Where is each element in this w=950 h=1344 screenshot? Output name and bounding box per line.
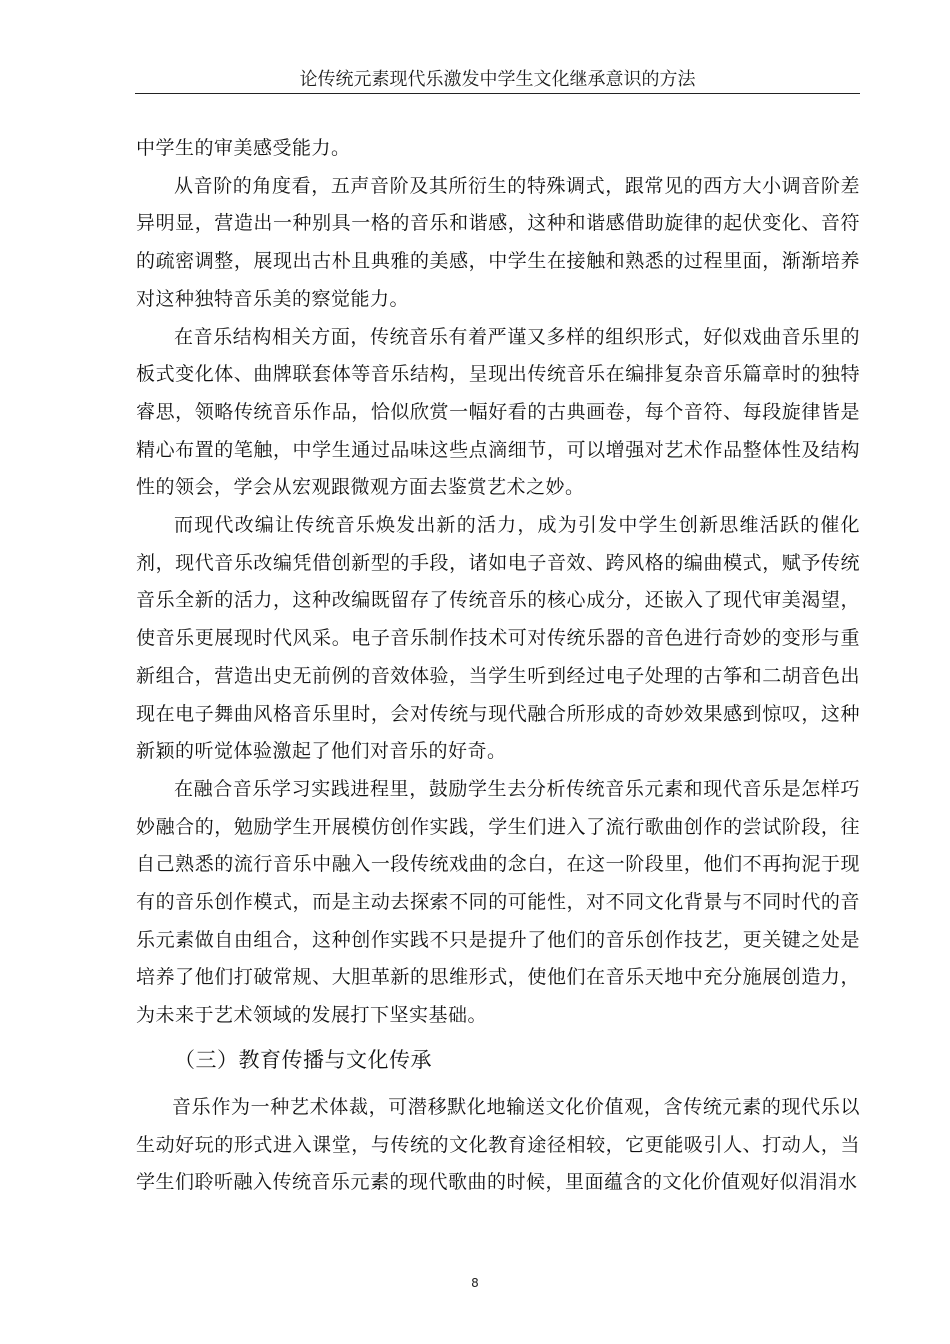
paragraph-modern-adaptation: 而现代改编让传统音乐焕发出新的活力，成为引发中学生创新思维活跃的催化剂，现代音乐改编凭借创新型的手段，诸如电子音效、跨风格的编曲模式，赋予传统音乐全新的活力，这种改编既留存了传统音乐的核心成分，还嵌入了现代审美渴望，使音乐更展现时代风采。电子音乐制作技术可对传统乐器的音色进行奇妙的变形与重新组合，营造出史无前例的音效体验，当学生听到经过电子处理的古筝和二胡音色出现在电子舞曲风格音乐里时，会对传统与现代融合所形成的奇妙效果感到惊叹，这种新颖的听觉体验激起了他们对音乐的好奇。 <box>136 514 860 763</box>
header-divider <box>135 93 860 94</box>
paragraph-continued: 中学生的审美感受能力。 <box>136 137 351 159</box>
paragraph-scales: 从音阶的角度看，五声音阶及其所衍生的特殊调式，跟常见的西方大小调音阶差异明显，营造出一种别具一格的音乐和谐感，这种和谐感借助旋律的起伏变化、音符的疏密调整，展现出古朴且典雅的美感，中学生在接触和熟悉的过程里面，渐渐培养对这种独特音乐美的察觉能力。 <box>136 174 860 310</box>
body-text <box>136 130 860 1202</box>
paragraph-structure: 在音乐结构相关方面，传统音乐有着严谨又多样的组织形式，好似戏曲音乐里的板式变化体、曲牌联套体等音乐结构，呈现出传统音乐在编排复杂音乐篇章时的独特睿思，领略传统音乐作品，恰似欣赏一幅好看的古典画卷，每个音符、每段旋律皆是精心布置的笔触，中学生通过品味这些点滴细节，可以增强对艺术作品整体性及结构性的领会，学会从宏观跟微观方面去鉴赏艺术之妙。 <box>136 325 860 499</box>
page-number: 8 <box>471 1276 479 1290</box>
paragraph-education: 音乐作为一种艺术体裁，可潜移默化地输送文化价值观，含传统元素的现代乐以生动好玩的形式进入课堂，与传统的文化教育途径相较，它更能吸引人、打动人，当学生们聆听融入传统音乐元素的现代歌曲的时候，里面蕴含的文化价值观好似涓涓水 <box>136 1095 860 1194</box>
running-header: 论传统元素现代乐激发中学生文化继承意识的方法 <box>299 69 696 90</box>
section-heading: （三）教育传播与文化传承 <box>174 1047 432 1072</box>
paragraph-practice: 在融合音乐学习实践进程里，鼓励学生去分析传统音乐元素和现代音乐是怎样巧妙融合的，勉励学生开展模仿创作实践，学生们进入了流行歌曲创作的尝试阶段，往自己熟悉的流行音乐中融入一段传统戏曲的念白，在这一阶段里，他们不再拘泥于现有的音乐创作模式，而是主动去探索不同的可能性，对不同文化背景与不同时代的音乐元素做自由组合，这种创作实践不只是提升了他们的音乐创作技艺，更关键之处是培养了他们打破常规、大胆革新的思维形式，使他们在音乐天地中充分施展创造力，为未来于艺术领域的发展打下坚实基础。 <box>136 777 860 1027</box>
